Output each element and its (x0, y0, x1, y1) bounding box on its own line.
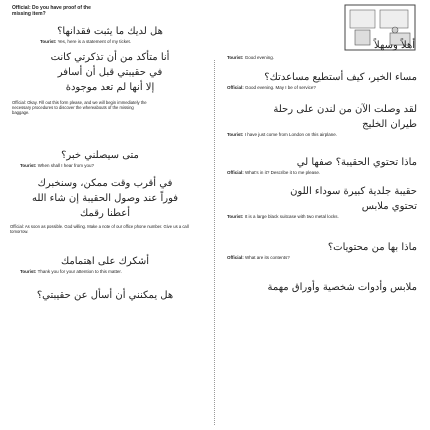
speaker-label: Tourist: (40, 39, 57, 44)
arabic-phrase: مساء الخير، كيف أستطيع مساعدتك؟ (264, 72, 417, 83)
speaker-label: Tourist: (227, 55, 244, 60)
arabic-line-3: أعطنا رقمك (79, 208, 130, 219)
english-translation (227, 170, 417, 176)
english-translation (227, 255, 417, 261)
english-translation (20, 269, 190, 275)
translation-text: It is a large black suitcase with two metal locks. (244, 214, 339, 219)
arabic-line-3: إلا أنها لم تعد موجودة (65, 82, 155, 93)
speaker-label: Tourist: (227, 214, 244, 219)
arabic-phrase: أهلاً وسهلاً (374, 40, 415, 51)
translation-text: Good evening. (244, 55, 274, 60)
english-translation (227, 132, 417, 138)
translation-text: I have just come from London on this airplane. (244, 132, 337, 137)
english-translation (40, 39, 180, 45)
entry-official-describe (227, 155, 417, 176)
arabic-line-1: أنا متأكد من أن تذكرتي كانت (50, 52, 170, 63)
entry-tourist-description (227, 184, 417, 220)
entry-tourist-greeting-en (227, 55, 347, 61)
english-translation (227, 85, 417, 91)
arabic-phrase: أشكرك على اهتمامك (60, 256, 150, 267)
entry-tourist-arrival (227, 102, 417, 138)
speaker-label: Official: (227, 255, 244, 260)
speaker-label: Official: (227, 85, 244, 90)
arabic-line-2: تحتوي ملابس (361, 201, 417, 212)
translation-text: What's in it? Describe it to me please. (245, 170, 321, 175)
arabic-line-1: لقد وصلت الآن من لندن على رحلة (273, 104, 417, 115)
translation-text: As soon as possible. God willing. Make a note of our office phone number. Give us a call tomorrow. (10, 224, 189, 235)
entry-official-greeting (227, 70, 417, 91)
arabic-phrase: هل لديك ما يثبت فقدانها؟ (57, 26, 163, 37)
speaker-label: Official: (12, 100, 26, 105)
entry-tourist-1 (40, 24, 180, 45)
english-translation (10, 224, 200, 234)
arabic-phrase: ملابس وأدوات شخصية وأوراق مهمة (267, 282, 417, 293)
entry-tourist-contents (227, 280, 417, 295)
arabic-line-2: في حقيبتي قبل أن أسافر (57, 67, 163, 78)
arabic-phrase: متى سيصلني خبر؟ (61, 150, 139, 161)
entry-official-contents (227, 240, 417, 261)
arabic-line-2: فوراً عند وصول الحقيبة إن شاء الله (31, 193, 179, 204)
arabic-phrase: ماذا تحتوي الحقيبة؟ صفها لي (296, 157, 417, 168)
english-translation (227, 214, 417, 220)
arabic-line-1: حقيبة جلدية كبيرة سوداء اللون (290, 186, 417, 197)
right-column (215, 0, 430, 430)
translation-text: Thank you for your attention to this matter. (37, 269, 122, 274)
entry-tourist-2 (30, 50, 190, 95)
entry-tourist-greeting (265, 38, 415, 53)
arabic-phrase: هل يمكنني أن أسأل عن حقيبتي؟ (36, 290, 174, 301)
speaker-label: Tourist: (20, 269, 37, 274)
official-question-text: Official: Do you have proof of the missing item? (12, 5, 91, 17)
arabic-line-2: طيران الخليج (362, 119, 417, 130)
entry-official-answer (10, 176, 200, 234)
translation-text: What are its contents? (245, 255, 290, 260)
speaker-label: Tourist: (227, 132, 244, 137)
translation-text: Okay. Fill out this form please, and we will begin immediately the necessary procedures to discover the whereabouts of the missing baggage. (12, 100, 147, 116)
translation-text: Yes, here is a statement of my ticket. (57, 39, 131, 44)
entry-tourist-ask (20, 288, 190, 303)
entry-tourist-3 (20, 148, 180, 169)
translation-text: Good evening. May I be of service? (245, 85, 316, 90)
entry-official-question (12, 5, 102, 17)
translation-text: When shall I hear from you? (37, 163, 94, 168)
speaker-label: Official: (227, 170, 244, 175)
speaker-label: Official: (10, 224, 24, 229)
arabic-phrase: ماذا بها من محتويات؟ (327, 242, 417, 253)
entry-official-form (12, 100, 147, 115)
speaker-label: Tourist: (20, 163, 37, 168)
english-translation (20, 163, 180, 169)
arabic-line-1: في أقرب وقت ممكن، وسنخبرك (37, 178, 173, 189)
entry-tourist-thanks (20, 254, 190, 275)
